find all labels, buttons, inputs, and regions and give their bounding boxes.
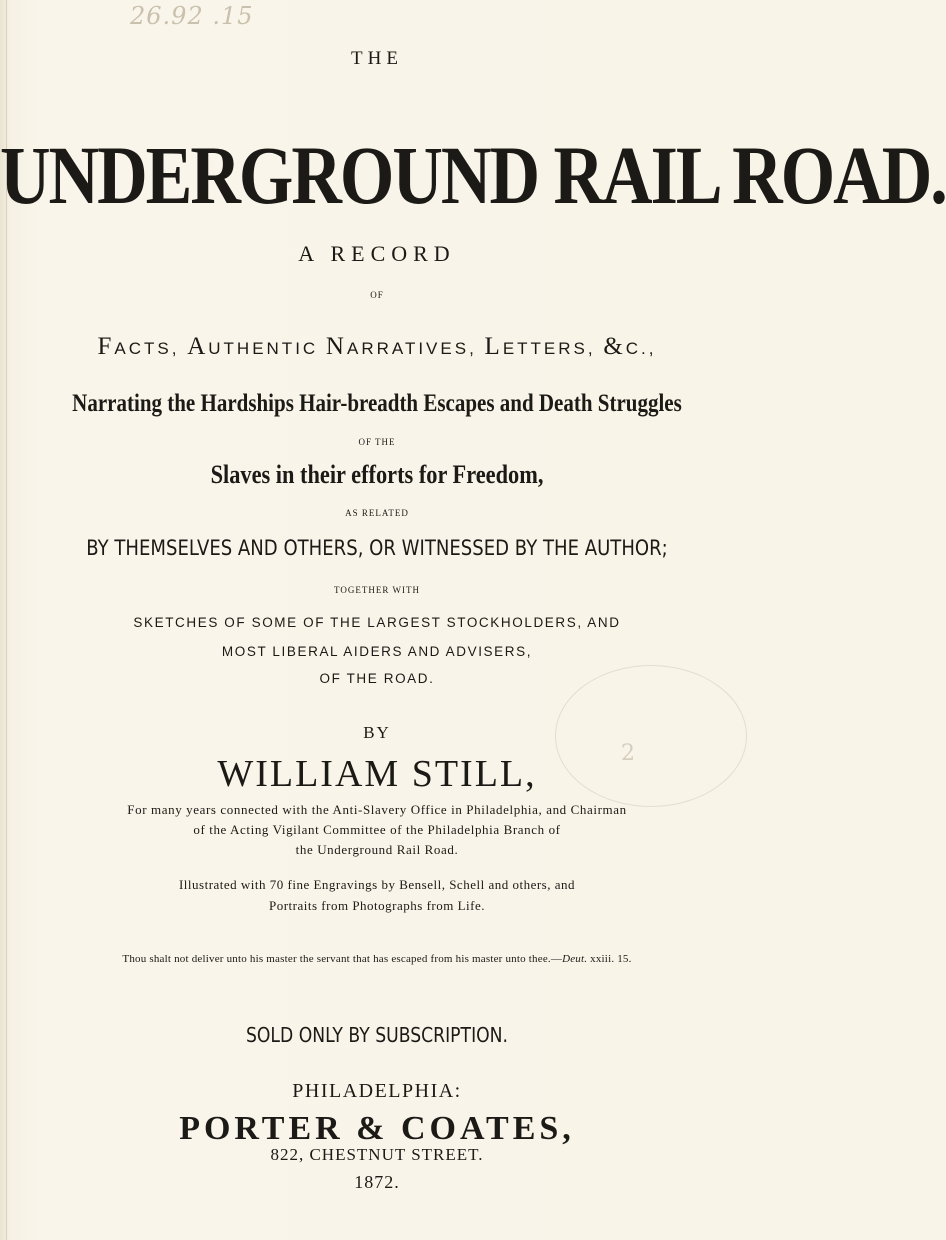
publisher-address: 822, CHESTNUT STREET. [270, 1145, 484, 1164]
publisher-name: PORTER & COATES, [179, 1110, 575, 1147]
epigraph: Thou shalt not deliver unto his master the servant that has escaped from his master unto thee.—Deut. xxiii. 15. [122, 953, 632, 965]
contents-line: FACTS, AUTHENTIC NARRATIVES, LETTERS, &C., [97, 333, 657, 360]
author-description-2: of the Acting Vigilant Committee of the Philadelphia Branch of [193, 822, 561, 837]
slaves-line: Slaves in their efforts for Freedom, [210, 460, 544, 489]
connector-of-the: OF THE [358, 437, 396, 447]
illustrations-line-2: Portraits from Photographs from Life. [269, 898, 485, 913]
witnessed-line: BY THEMSELVES AND OTHERS, OR WITNESSED BY THE AUTHOR; [86, 536, 668, 560]
subscription-notice: SOLD ONLY BY SUBSCRIPTION. [245, 1023, 509, 1047]
sketches-line-3: OF THE ROAD. [319, 671, 435, 686]
narrating-line: Narrating the Hardships Hair-breadth Escapes and Death Struggles [72, 390, 682, 417]
by-label: BY [363, 723, 391, 742]
handwritten-shelfmark: 26.92 .15 [130, 2, 254, 30]
stamp-number: 2 [621, 741, 635, 766]
main-title: UNDERGROUND RAIL ROAD. [0, 131, 946, 223]
subtitle-record: A RECORD [298, 241, 456, 266]
author-description-1: For many years connected with the Anti-Slavery Office in Philadelphia, and Chairman [127, 802, 627, 817]
sketches-line-2: MOST LIBERAL AIDERS AND ADVISERS, [221, 644, 533, 659]
author-name: WILLIAM STILL, [217, 753, 537, 795]
connector-of: OF [370, 290, 384, 300]
publisher-city: PHILADELPHIA: [292, 1080, 462, 1102]
connector-as-related: AS RELATED [345, 508, 409, 518]
illustrations-line-1: Illustrated with 70 fine Engravings by Bensell, Schell and others, and [178, 877, 576, 892]
title-article: THE [351, 48, 403, 69]
connector-together-with: TOGETHER WITH [334, 585, 420, 595]
author-description-3: the Underground Rail Road. [295, 842, 459, 857]
publication-year: 1872. [354, 1172, 400, 1192]
sketches-line-1: SKETCHES OF SOME OF THE LARGEST STOCKHOLDERS, AND [133, 615, 621, 630]
